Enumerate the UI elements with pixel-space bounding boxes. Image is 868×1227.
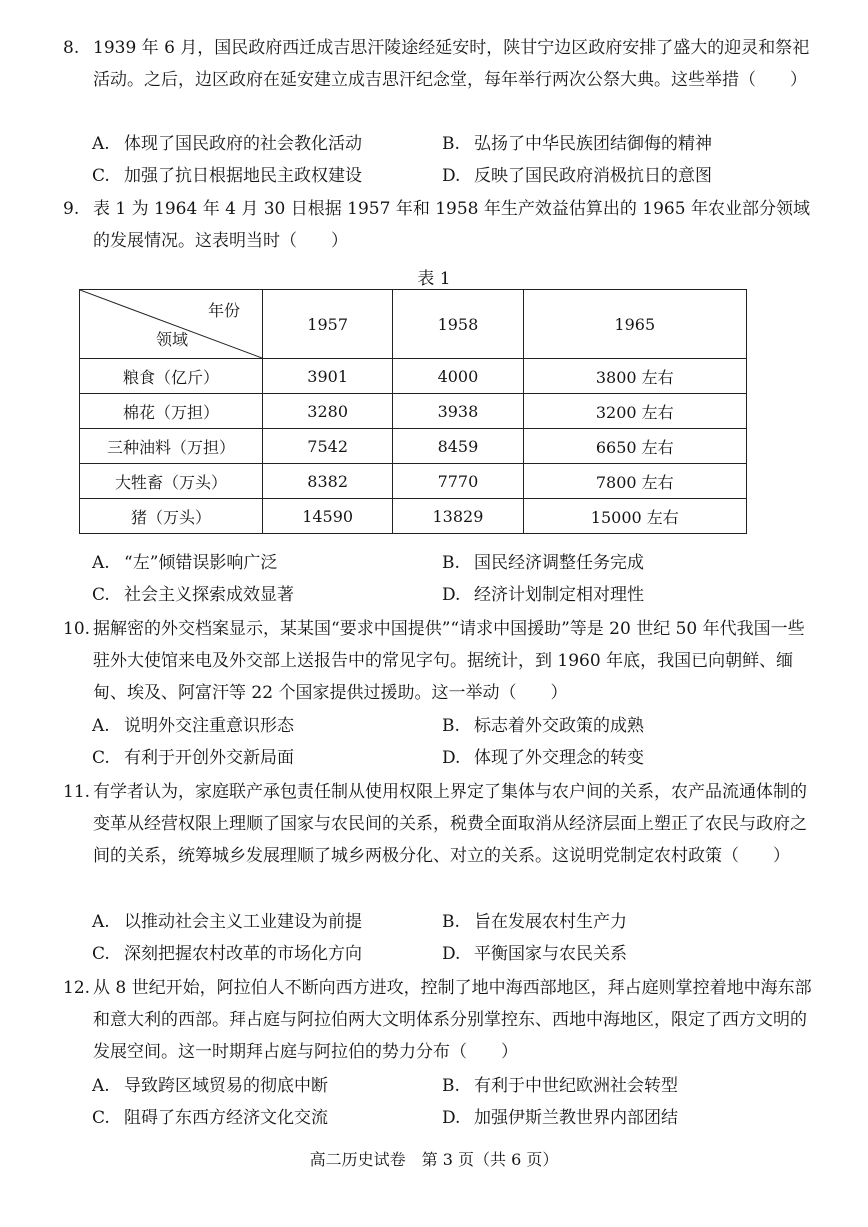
question-11 [63,776,818,872]
table-caption: 表 1 [417,269,451,289]
question-10-stem [63,613,818,709]
option-d[interactable]: D. 体现了外交理念的转变 [442,748,644,768]
question-12-options [92,1070,828,1134]
table-row [80,499,747,534]
option-b[interactable]: B. 有利于中世纪欧洲社会转型 [442,1076,678,1096]
question-text: 从 8 世纪开始，阿拉伯人不断向西方进攻，控制了地中海西部地区，拜占庭则掌控着地中海东部和意大利的西部。拜占庭与阿拉伯两大文明体系分别掌控东、西地中海地区，限定了西方文明的发展空间。这一时期拜占庭与阿拉伯的势力分布（ ） [93,978,812,1062]
row-label: 棉花（万担） [80,394,263,429]
question-11-options [92,906,828,970]
data-table [79,289,747,534]
table-header-year: 1957 [263,290,393,359]
question-number: 12. [63,978,91,998]
question-9 [63,193,818,257]
option-a[interactable]: A. “左”倾错误影响广泛 [92,553,278,573]
table-cell: 7800 左右 [523,464,746,499]
table-cell: 3901 [263,359,393,394]
option-d[interactable]: D. 平衡国家与农民关系 [442,944,627,964]
option-c[interactable]: C. 社会主义探索成效显著 [92,585,294,605]
question-text: 据解密的外交档案显示，某某国“要求中国提供”“请求中国援助”等是 20 世纪 50 年代我国一些驻外大使馆来电及外交部上送报告中的常见字句。据统计，到 1960 年底，我国已向朝鲜、缅甸、埃及、阿富汗等 22 个国家提供过援助。这一举动（ ） [93,619,805,703]
question-9-options [92,547,828,611]
question-text: 表 1 为 1964 年 4 月 30 日根据 1957 年和 1958 年生产效益估算出的 1965 年农业部分领域的发展情况。这表明当时（ ） [93,199,810,251]
question-11-stem [63,776,818,872]
option-d[interactable]: D. 反映了国民政府消极抗日的意图 [442,166,712,186]
question-10-options [92,710,828,774]
option-b[interactable]: B. 弘扬了中华民族团结御侮的精神 [442,134,712,154]
option-c[interactable]: C. 深刻把握农村改革的市场化方向 [92,944,362,964]
table-row [80,464,747,499]
question-8 [63,32,818,96]
option-a[interactable]: A. 导致跨区域贸易的彻底中断 [92,1076,328,1096]
option-b[interactable]: B. 旨在发展农村生产力 [442,912,627,932]
corner-label-year: 年份 [207,301,240,320]
table-cell: 14590 [263,499,393,534]
question-number: 8. [63,38,80,58]
corner-label-field: 领域 [156,330,189,349]
table-row [80,429,747,464]
question-number: 11. [63,782,91,802]
row-label: 大牲畜（万头） [80,464,263,499]
question-9-stem [63,193,818,257]
question-12 [63,972,818,1068]
table-cell: 3800 左右 [523,359,746,394]
table-cell: 6650 左右 [523,429,746,464]
question-10 [63,613,818,709]
question-number: 9. [63,199,80,219]
option-b[interactable]: B. 标志着外交政策的成熟 [442,716,644,736]
option-c[interactable]: C. 加强了抗日根据地民主政权建设 [92,166,362,186]
option-c[interactable]: C. 有利于开创外交新局面 [92,748,294,768]
question-text: 1939 年 6 月，国民政府西迁成吉思汗陵途经延安时，陕甘宁边区政府安排了盛大的迎灵和祭祀活动。之后，边区政府在延安建立成吉思汗纪念堂，每年举行两次公祭大典。这些举措（ ） [93,38,810,90]
table-corner-cell [80,290,263,359]
row-label: 猪（万头） [80,499,263,534]
option-a[interactable]: A. 体现了国民政府的社会教化活动 [92,134,362,154]
option-c[interactable]: C. 阻碍了东西方经济文化交流 [92,1108,328,1128]
option-b[interactable]: B. 国民经济调整任务完成 [442,553,644,573]
question-8-stem [63,32,818,96]
table-cell: 7770 [393,464,523,499]
option-a[interactable]: A. 说明外交注重意识形态 [92,716,294,736]
table-cell: 3280 [263,394,393,429]
table-header-year: 1958 [393,290,523,359]
table-cell: 13829 [393,499,523,534]
table-cell: 8382 [263,464,393,499]
table-cell: 7542 [263,429,393,464]
table-cell: 15000 左右 [523,499,746,534]
question-text: 有学者认为，家庭联产承包责任制从使用权限上界定了集体与农户间的关系，农产品流通体制的变革从经营权限上理顺了国家与农民间的关系，税费全面取消从经济层面上塑正了农民与政府之间的关系，统筹城乡发展理顺了城乡两极分化、对立的关系。这说明党制定农村政策（ ） [93,782,807,866]
option-d[interactable]: D. 经济计划制定相对理性 [442,585,644,605]
table-cell: 8459 [393,429,523,464]
table-row [80,394,747,429]
table-header-year: 1965 [523,290,746,359]
option-a[interactable]: A. 以推动社会主义工业建设为前提 [92,912,362,932]
page-footer: 高二历史试卷 第 3 页（共 6 页） [309,1150,559,1169]
table-cell: 3938 [393,394,523,429]
question-8-options [92,128,828,192]
table-cell: 4000 [393,359,523,394]
table-row [80,359,747,394]
table-cell: 3200 左右 [523,394,746,429]
option-d[interactable]: D. 加强伊斯兰教世界内部团结 [442,1108,678,1128]
question-number: 10. [63,619,91,639]
row-label: 粮食（亿斤） [80,359,263,394]
row-label: 三种油料（万担） [80,429,263,464]
question-12-stem [63,972,818,1068]
